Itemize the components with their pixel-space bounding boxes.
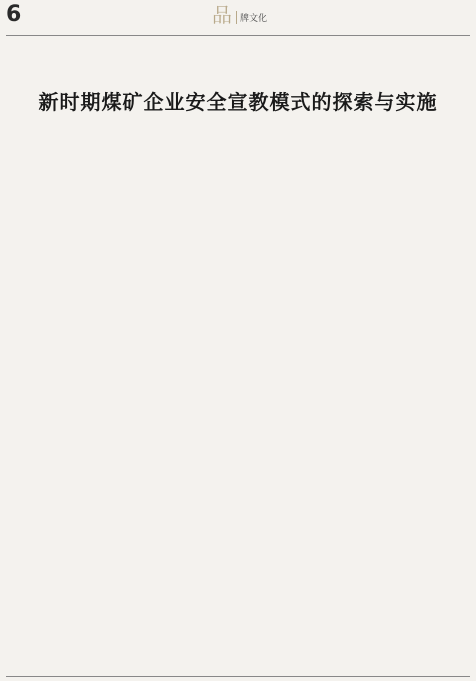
- masthead-rule: [6, 35, 470, 36]
- masthead: [6, 4, 470, 34]
- page-number: 6: [6, 2, 22, 27]
- section-label: 牌文化: [236, 11, 267, 24]
- main-headline: 新时期煤矿企业安全宣教模式的探索与实施: [38, 90, 438, 114]
- section-logo: 品: [212, 3, 232, 27]
- bottom-rule: [6, 676, 470, 677]
